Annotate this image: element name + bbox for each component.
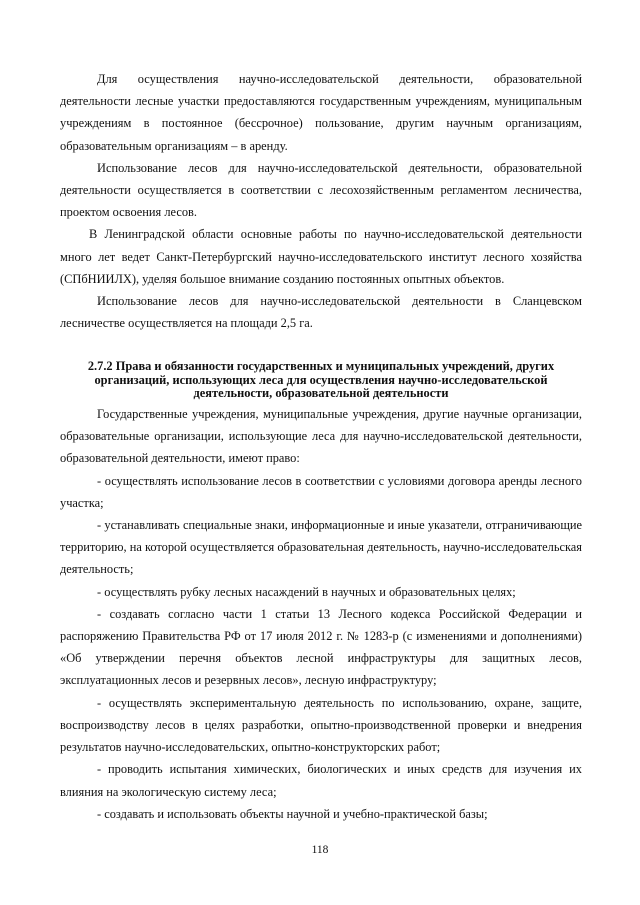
paragraph-forest-use-regulations: Использование лесов для научно-исследовательской деятельности, образовательной деятельности осуществляется в соответствии с лесохозяйственным регламентом лесничества, проектом освоения лесов. (60, 160, 582, 220)
page-content (60, 68, 582, 825)
paragraph-leningrad-research: В Ленинградской области основные работы по научно-исследовательской деятельности много лет ведет Санкт-Петербургский научно-исследовательского институт лесного хозяйства (СПбНИИЛХ), уделяя большое внимание созданию постоянных опытных объектов. (60, 227, 582, 286)
paragraph-slantsy-area: Использование лесов для научно-исследовательской деятельности в Сланцевском лесничестве осуществляется на площади 2,5 га. (60, 294, 582, 331)
section-heading: 2.7.2 Права и обязанности государственных и муниципальных учреждений, других организаций, использующих леса для осуществления научно-исследовательской деятельности, образовательной деятельности (87, 359, 555, 400)
list-item-right: - осуществлять использование лесов в соответствии с условиями договора аренды лесного участка; (60, 473, 582, 510)
list-item-right: - создавать согласно части 1 статьи 13 Лесного кодекса Российской Федерации и распоряжению Правительства РФ от 17 июля 2012 г. № 1283-р (с изменениями и дополнениями) «Об утверждении перечня объектов лесной инфраструктуры для защитных лесов, эксплуатационных лесов и резервных лесов», лесную инфраструктуру; (60, 606, 582, 688)
list-item-right: - устанавливать специальные знаки, информационные и иные указатели, отграничивающие территорию, на которой осуществляется образовательная деятельность, научно-исследовательская деятельность; (60, 518, 582, 577)
list-item-right: - осуществлять рубку лесных насаждений в научных и образовательных целях; (97, 584, 516, 599)
list-item-right: - осуществлять экспериментальную деятельность по использованию, охране, защите, воспроизводству лесов в целях разработки, опытно-производственной проверки и внедрения результатов научно-исследовательских, опытно-конструкторских работ; (60, 695, 582, 755)
list-item-right: - создавать и использовать объекты научной и учебно-практической базы; (97, 806, 488, 821)
spacer (60, 334, 582, 360)
paragraph-rights-intro: Государственные учреждения, муниципальные учреждения, другие научные организации, образовательные организации, использующие леса для научно-исследовательской деятельности, образовательной деятельности, имеют право: (60, 407, 582, 466)
paragraph-land-plots-provision: Для осуществления научно-исследовательской деятельности, образовательной деятельности лесные участки предоставляются государственным учреждениям, муниципальным учреждениям в постоянное (бессрочное) пользование, другим научным организациям, образовательным организациям – в аренду. (60, 72, 582, 153)
page-number: 118 (311, 844, 329, 856)
list-item-right: - проводить испытания химических, биологических и иных средств для изучения их влияния на экологическую систему леса; (60, 762, 582, 799)
